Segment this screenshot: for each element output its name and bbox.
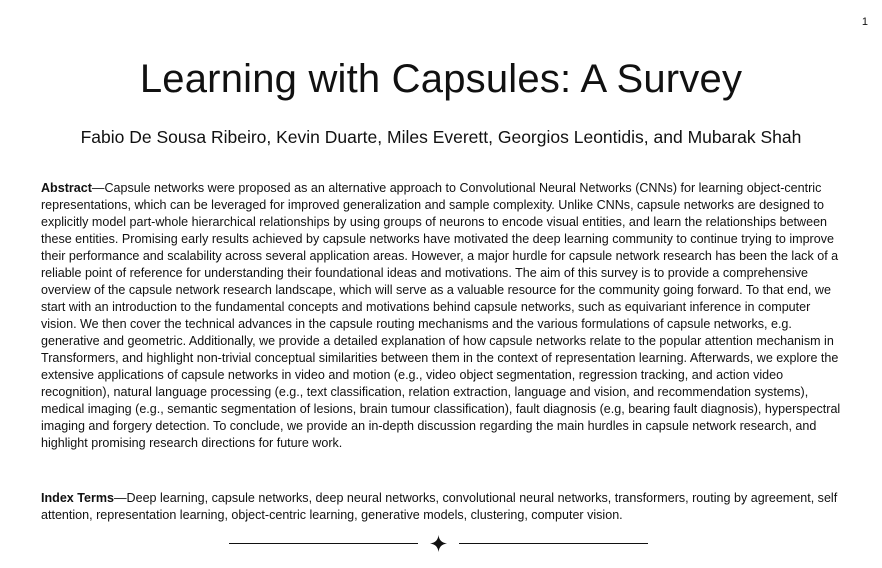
abstract-text: —Capsule networks were proposed as an alternative approach to Convolutional Neural Networks (CNNs) for learning object-centric representations, which can be leveraged for improved generalization and sample complexity. Unlike CNNs, capsule networks are designed to explicitly model part-whole hierarchical relationships by using groups of neurons to encode visual entities, and learn the relationships between these entities. Promising early results achieved by capsule networks have motivated the deep learning community to continue trying to improve their performance and scalability across several application areas. However, a major hurdle for capsule network research has been the lack of a reliable point of reference for understanding their foundational ideas and motivations. The aim of this survey is to provide a comprehensive overview of the capsule network research landscape, which will serve as a valuable resource for the community going forward. To that end, we start with an introduction to the fundamental concepts and motivations behind capsule networks, such as equivariant inference in computer vision. We then cover the technical advances in the capsule routing mechanisms and the various formulations of capsule networks, e.g. generative and geometric. Additionally, we provide a detailed explanation of how capsule networks relate to the popular attention mechanism in Transformers, and highlight non-trivial conceptual similarities between them in the context of representation learning. Afterwards, we explore the extensive applications of capsule networks in video and motion (e.g., video object segmentation, regression tracking, and action video recognition), natural language processing (e.g., text classification, relation extraction, language and vision, and recommendation systems), medical imaging (e.g., semantic segmentation of lesions, brain tumour classification), fault diagnosis (e.g, bearing fault diagnosis), hyperspectral imaging and forgery detection. To conclude, we provide an in-depth discussion regarding the main hurdles in capsule network research, and highlight promising research directions for future work. <box>41 181 841 450</box>
index-terms-label: Index Terms <box>41 491 114 505</box>
divider-line-right <box>459 543 648 544</box>
index-terms-text: —Deep learning, capsule networks, deep neural networks, convolutional neural networks, transformers, routing by agreement, self attention, representation learning, object-centric learning, generative models, clustering, computer vision. <box>41 491 838 522</box>
index-terms-paragraph <box>41 490 841 524</box>
abstract-paragraph <box>41 180 841 452</box>
page-number: 1 <box>861 16 868 28</box>
abstract-label: Abstract <box>41 181 92 195</box>
paper-title: Learning with Capsules: A Survey <box>139 57 743 101</box>
author-list: Fabio De Sousa Ribeiro, Kevin Duarte, Miles Everett, Georgios Leontidis, and Mubarak Shah <box>80 127 802 147</box>
section-divider <box>229 534 648 554</box>
divider-line-left <box>229 543 418 544</box>
four-point-star-icon <box>430 535 447 552</box>
